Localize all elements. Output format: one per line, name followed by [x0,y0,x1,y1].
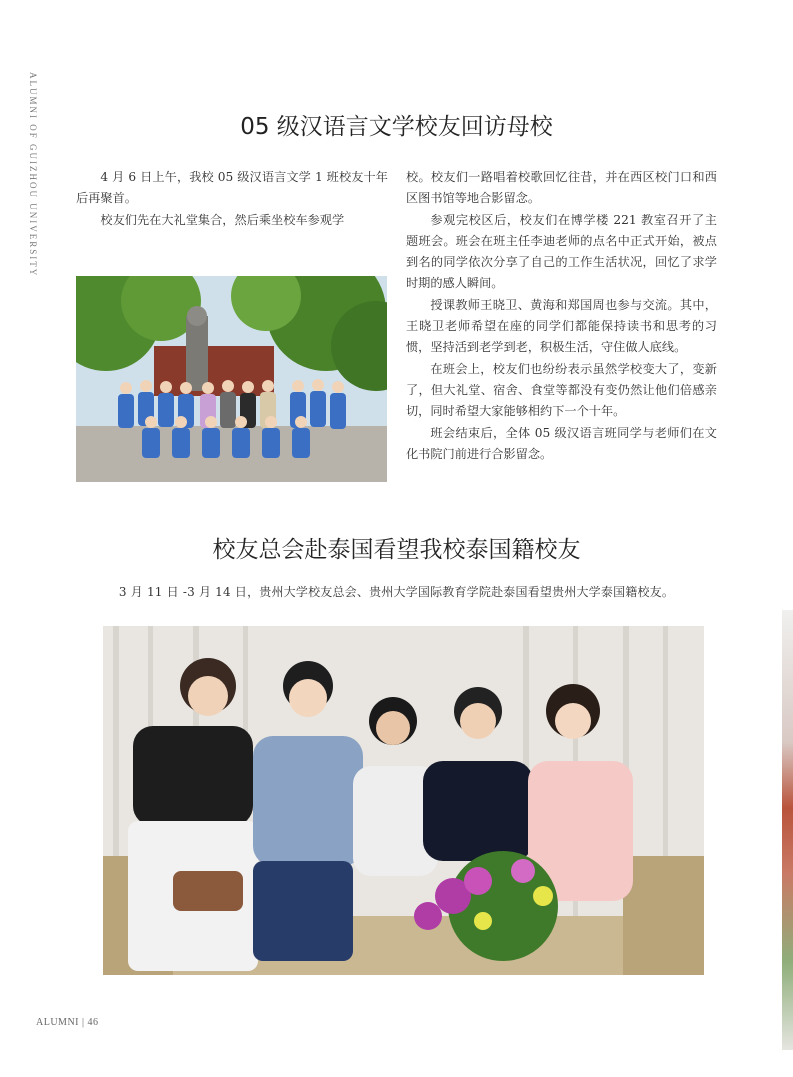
paragraph: 参观完校区后，校友们在博学楼 221 教室召开了主题班会。班会在班主任李迪老师的点名中正式开始，被点到名的同学依次分享了自己的工作生活状况，回忆了求学时期的感人瞬间。 [406,212,717,291]
side-label: ALUMNI OF GUIZHOU UNIVERSITY [28,72,38,278]
adjacent-page-edge [782,610,793,1050]
group-photo-campus [76,276,387,482]
paragraph: 授课教师王晓卫、黄海和郑国周也参与交流。其中，王晓卫老师希望在座的同学们都能保持读书和思考的习惯，坚持活到老学到老，积极生活，守住做人底线。 [406,297,717,355]
page-footer [36,1017,99,1028]
paragraph: 班会结束后，全体 05 级汉语言班同学与老师们在文化书院门前进行合影留念。 [406,425,717,461]
article1-left-column [76,167,388,231]
footer-separator: | [82,1017,85,1028]
paragraph: 4 月 6 日上午，我校 05 级汉语言文学 1 班校友十年后再聚首。 [76,170,388,206]
paragraph: 校。校友们一路唱着校歌回忆往昔，并在西区校门口和西区图书馆等地合影留念。 [406,170,717,206]
paragraph: 校友们先在大礼堂集合，然后乘坐校车参观学 [100,212,345,227]
article2-intro: 3 月 11 日 -3 月 14 日，贵州大学校友总会、贵州大学国际教育学院赴泰国看望贵州大学泰国籍校友。 [118,585,675,599]
article1-title: 05 级汉语言文学校友回访母校 [240,114,553,140]
page-number: 46 [87,1017,99,1028]
paragraph: 在班会上，校友们也纷纷表示虽然学校变大了，变新了，但大礼堂、宿舍、食堂等都没有变仍然让他们倍感亲切，同时希望大家能够相约下一个十年。 [406,361,717,419]
footer-label: ALUMNI [36,1017,79,1028]
article2-title: 校友总会赴泰国看望我校泰国籍校友 [212,537,581,563]
article1-right-column [406,167,717,465]
group-photo-thailand [103,626,704,975]
